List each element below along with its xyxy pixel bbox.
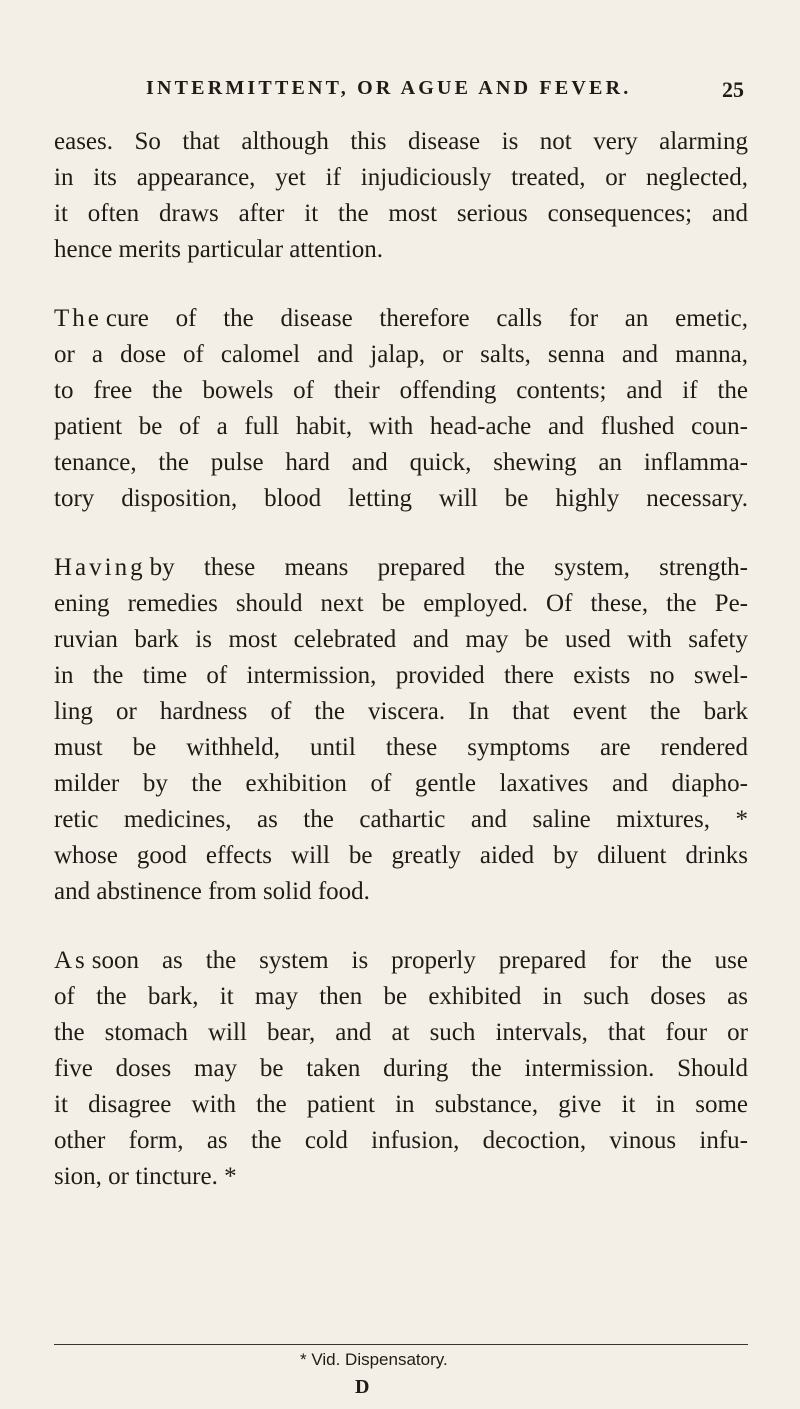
- text-line: the stomach will bear, and at such intervals, that four or: [54, 1019, 748, 1046]
- paragraph-lead-word: Having: [54, 554, 146, 581]
- text-line: or a dose of calomel and jalap, or salts, senna and manna,: [54, 341, 748, 368]
- text-line: must be withheld, until these symptoms are rendered: [54, 734, 748, 761]
- text-line: of the bark, it may then be exhibited in such doses as: [54, 983, 748, 1010]
- text-line: ruvian bark is most celebrated and may be used with safety: [54, 626, 748, 653]
- text-line: hence merits particular attention.: [54, 236, 384, 263]
- text-line: eases. So that although this disease is not very alarming: [54, 128, 748, 155]
- text-line: ling or hardness of the viscera. In that event the bark: [54, 698, 748, 725]
- paragraph-lead-word: The: [54, 305, 102, 332]
- text-line: As soon as the system is properly prepared for the use: [54, 947, 748, 974]
- text-line: and abstinence from solid food.: [54, 878, 370, 905]
- footnote-divider: [54, 1344, 748, 1345]
- text-line: whose good effects will be greatly aided by diluent drinks: [54, 842, 748, 869]
- text-line: tory disposition, blood letting will be highly necessary.: [54, 485, 748, 512]
- text-line: Having by these means prepared the system, strength-: [54, 554, 748, 581]
- text-line: in its appearance, yet if injudiciously treated, or neglected,: [54, 164, 748, 191]
- text-line: in the time of intermission, provided there exists no swel-: [54, 662, 748, 689]
- page-number: 25: [722, 77, 744, 102]
- text-line: milder by the exhibition of gentle laxatives and diapho-: [54, 770, 748, 797]
- running-head: [146, 77, 746, 107]
- text-line: The cure of the disease therefore calls for an emetic,: [54, 305, 748, 332]
- text-line: patient be of a full habit, with head-ache and flushed coun-: [54, 413, 748, 440]
- paragraph-lead-word: As: [54, 947, 88, 974]
- text-line: tenance, the pulse hard and quick, shewing an inflamma-: [54, 449, 748, 476]
- chapter-title: INTERMITTENT, OR AGUE AND FEVER.: [146, 77, 632, 99]
- text-line: other form, as the cold infusion, decoction, vinous infu-: [54, 1127, 748, 1154]
- text-line: it disagree with the patient in substance, give it in some: [54, 1091, 748, 1118]
- text-line: retic medicines, as the cathartic and saline mixtures, *: [54, 806, 748, 833]
- text-line: sion, or tincture. *: [54, 1163, 237, 1190]
- text-line: ening remedies should next be employed. Of these, the Pe-: [54, 590, 748, 617]
- text-line: it often draws after it the most serious consequences; and: [54, 200, 748, 227]
- signature-mark: D: [355, 1376, 370, 1398]
- text-line: to free the bowels of their offending contents; and if the: [54, 377, 748, 404]
- footnote: * Vid. Dispensatory.: [300, 1350, 448, 1369]
- text-line: five doses may be taken during the intermission. Should: [54, 1055, 748, 1082]
- body-text: [54, 124, 748, 1195]
